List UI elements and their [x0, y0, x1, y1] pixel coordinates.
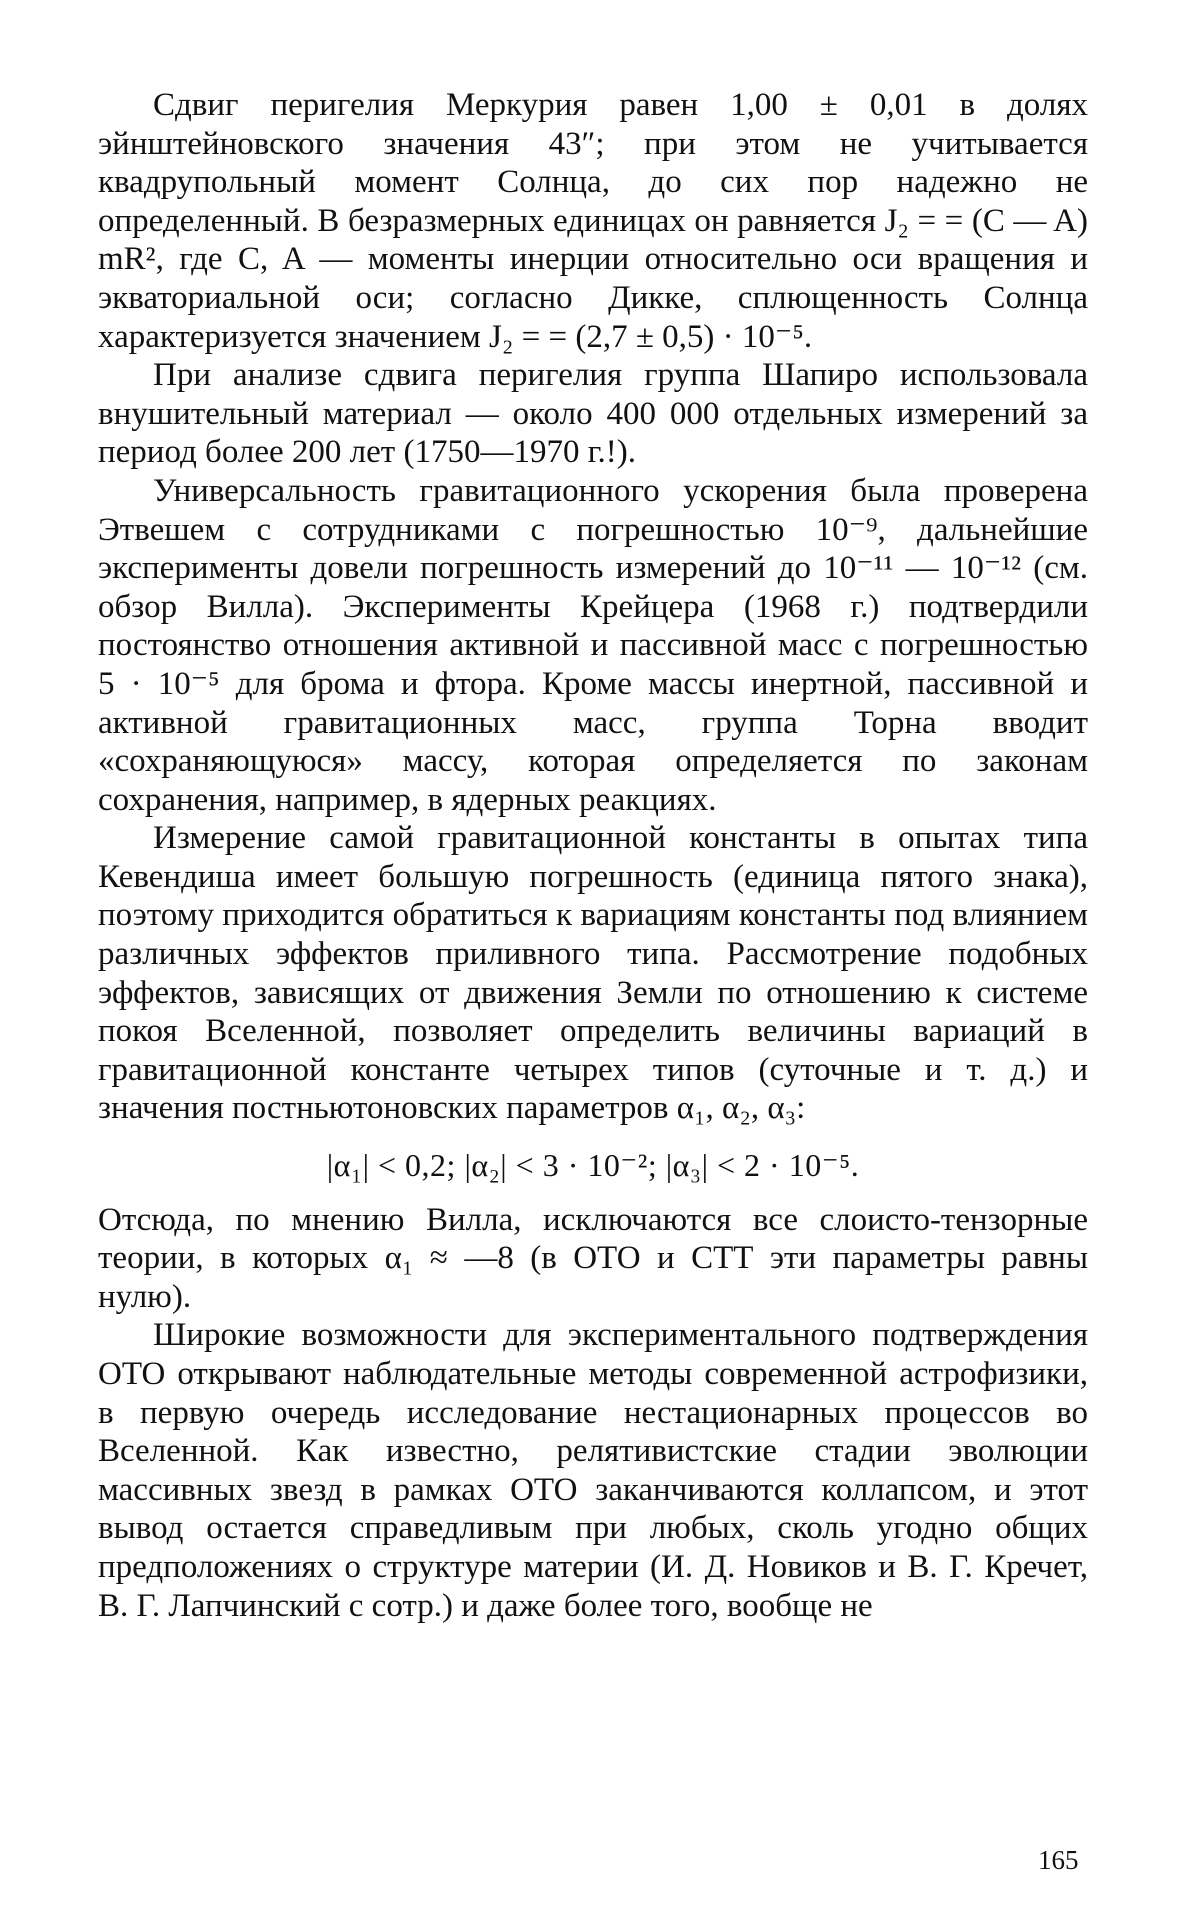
- paragraph-gravitational-constant: Измерение самой гравитационной константы в опытах типа Кевендиша имеет большую погрешность (единица пятого знака), поэтому приходится обратиться к вариациям константы под влиянием различных эффектов приливного типа. Рассмотрение подобных эффектов, зависящих от движения Земли по отношению к системе покоя Вселенной, позволяет определить величины вариаций в гравитационной константе четырех типов (суточные и т. д.) и значения постньютоновских параметров α₁, α₂, α₃:: [98, 820, 1088, 1127]
- paragraph-mercury-perihelion: Сдвиг перигелия Меркурия равен 1,00 ± 0,01 в долях эйнштейновского значения 43″; при этом не учитывается квадрупольный момент Солнца, до сих пор надежно не определенный. В безразмерных единицах он равняется J₂ = = (C — A) mR², где C, A — моменты инерции относительно оси вращения и экваториальной оси; согласно Дикке, сплющенность Солнца характеризуется значением J₂ = = (2,7 ± 0,5) · 10⁻⁵.: [98, 87, 1088, 355]
- paragraph-will-conclusion: Отсюда, по мнению Вилла, исключаются все слоисто-тензорные теории, в которых α₁ ≈ —8 (в ОТО и СТТ эти параметры равны нулю).: [98, 1201, 1088, 1315]
- ppn-parameters-formula: |α₁| < 0,2; |α₂| < 3 · 10⁻²; |α₃| < 2 · 10⁻⁵.: [326, 1147, 860, 1184]
- paragraph-gravitational-acceleration: Универсальность гравитационного ускорения была проверена Этвешем с сотрудниками с погрешностью 10⁻⁹, дальнейшие эксперименты довели погрешность измерений до 10⁻¹¹ — 10⁻¹² (см. обзор Вилла). Эксперименты Крейцера (1968 г.) подтвердили постоянство отношения активной и пассивной масс с погрешностью 5 · 10⁻⁵ для брома и фтора. Кроме массы инертной, пассивной и активной гравитационных масс, группа Торна вводит «сохраняющуюся» массу, которая определяется по законам сохранения, например, в ядерных реакциях.: [98, 472, 1088, 818]
- page-number: 165: [1038, 1845, 1079, 1875]
- paragraph-shapiro-group: При анализе сдвига перигелия группа Шапиро использовала внушительный материал — около 400 000 отдельных измерений за период более 200 лет (1750—1970 г.!).: [98, 357, 1088, 471]
- paragraph-astrophysics: Широкие возможности для экспериментального подтверждения ОТО открывают наблюдательные методы современной астрофизики, в первую очередь исследование нестационарных процессов во Вселенной. Как известно, релятивистские стадии эволюции массивных звезд в рамках ОТО заканчиваются коллапсом, и этот вывод остается справедливым при любых, сколь угодно общих предположениях о структуре материи (И. Д. Новиков и В. Г. Кречет, В. Г. Лапчинский с сотр.) и даже более того, вообще не: [98, 1317, 1088, 1624]
- body-text: [98, 86, 1088, 1625]
